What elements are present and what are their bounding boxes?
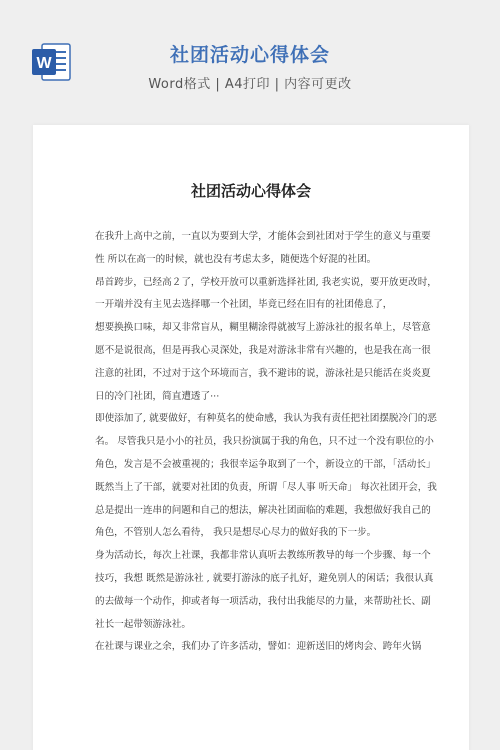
- paragraph-7: 在社课与课业之余，我们办了许多活动，譬如：迎新送旧的烤肉会、跨年火锅: [95, 641, 422, 653]
- header-title: 社团活动心得体会: [169, 44, 330, 66]
- document-body: [95, 226, 440, 659]
- document-page: [33, 125, 469, 750]
- paragraph-1: 在我升上高中之前，一直以为要到大学，才能体会到社团对于学生的意义与重要性 所以在高一的时候，就也没有考虑太多，随便选个好混的社团。: [95, 231, 431, 265]
- svg-text:W: W: [36, 55, 52, 72]
- document-title: 社团活动心得体会: [190, 182, 311, 200]
- header-subtitle: Word格式 | A4打印 | 内容可更改: [148, 77, 352, 92]
- paragraph-2: 昂首跨步，已经高２了，学校开放可以重新选择社团, 我老实说，要开放更改时，一开端并没有主见去选择哪一个社团，毕竟已经在旧有的社团倦息了，: [95, 276, 437, 311]
- paragraph-4: 即使添加了, 就要做好，有种莫名的使命感，我认为我有责任把社团摆脱冷门的恶名。 尽管我只是小小的社员，我只扮演属于我的角色，只不过一个没有职位的小角色，发言是不会被重视的；我很幸运争取到了一个，新设立的干部，「活动长」: [95, 413, 437, 470]
- paragraph-3: 想要换换口味，却又非常盲从，糊里糊涂得就被写上游泳社的报名单上，尽管意愿不是说很高，但是再我心灵深处，我是对游泳非常有兴趣的，也是我在高一很注意的社团，不过对于这个环境而言，我不避讳的说，游泳社是只能活在炎炎夏日的冷门社团，简直遭透了···: [95, 322, 431, 402]
- page-header: [0, 0, 500, 120]
- paragraph-6: 身为活动长，每次上社课，我都非常认真听去教练所教导的每一个步骤、每一个技巧，我想 既然是游泳社 , 就要打游泳的底子扎好，避免别人的闲话；我很认真的去做每一个动作，抑或者每一项活动，我付出我能尽的力量，来帮助社长、副社长一起带领游泳社。: [95, 550, 434, 630]
- paragraph-5: 既然当上了干部，就要对社团的负责，所谓「尽人事 听天命」 每次社团开会，我总是提出一连串的问题和自己的想法，解决社团面临的难题，我想做好我自己的角色，不管别人怎么看待， 我只是想尽心尽力的做好我的下一步。: [95, 481, 437, 539]
